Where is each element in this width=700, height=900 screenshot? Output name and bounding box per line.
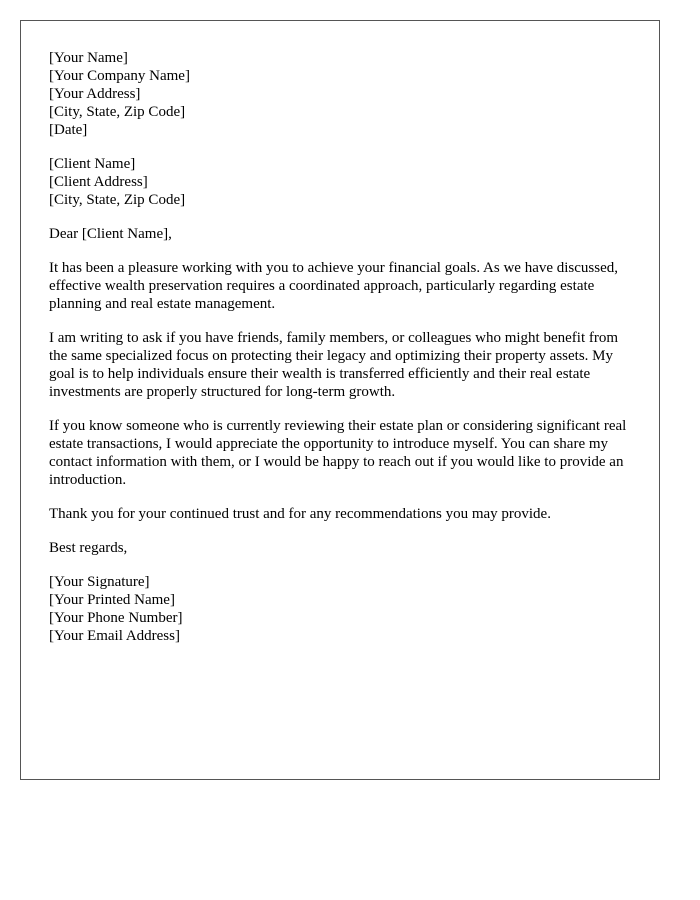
sender-name: [Your Name] <box>49 50 128 66</box>
phone-number: [Your Phone Number] <box>49 610 183 626</box>
letter-body <box>49 49 639 661</box>
paragraph-intro: It has been a pleasure working with you to achieve your financial goals. As we have discussed, effective wealth preservation requires a coordinated approach, particularly regarding estate planning and real estate management. <box>49 260 619 312</box>
recipient-city-state-zip: [City, State, Zip Code] <box>49 192 186 208</box>
printed-name: [Your Printed Name] <box>49 592 175 608</box>
sender-company: [Your Company Name] <box>49 68 190 84</box>
letter-date: [Date] <box>49 122 88 138</box>
recipient-address: [Client Address] <box>49 174 148 190</box>
sender-city-state-zip: [City, State, Zip Code] <box>49 104 186 120</box>
sender-block <box>49 49 639 139</box>
closing: Best regards, <box>49 540 128 556</box>
recipient-name: [Client Name] <box>49 156 136 172</box>
signature-line: [Your Signature] <box>49 574 150 590</box>
paragraph-request: I am writing to ask if you have friends, family members, or colleagues who might benefit from the same specialized focus on protecting their legacy and optimizing their property assets. My goal is to help individuals ensure their wealth is transferred efficiently and their real estate investments are properly structured for long-term growth. <box>49 330 619 400</box>
recipient-block <box>49 155 639 209</box>
salutation: Dear [Client Name], <box>49 226 172 242</box>
sender-address: [Your Address] <box>49 86 141 102</box>
letter-page <box>20 20 660 780</box>
paragraph-thanks: Thank you for your continued trust and for any recommendations you may provide. <box>49 506 551 522</box>
paragraph-referral: If you know someone who is currently reviewing their estate plan or considering significant real estate transactions, I would appreciate the opportunity to introduce myself. You can share my contact information with them, or I would be happy to reach out if you would like to provide an introduction. <box>49 418 627 488</box>
signature-block <box>49 573 639 645</box>
email-address: [Your Email Address] <box>49 628 180 644</box>
